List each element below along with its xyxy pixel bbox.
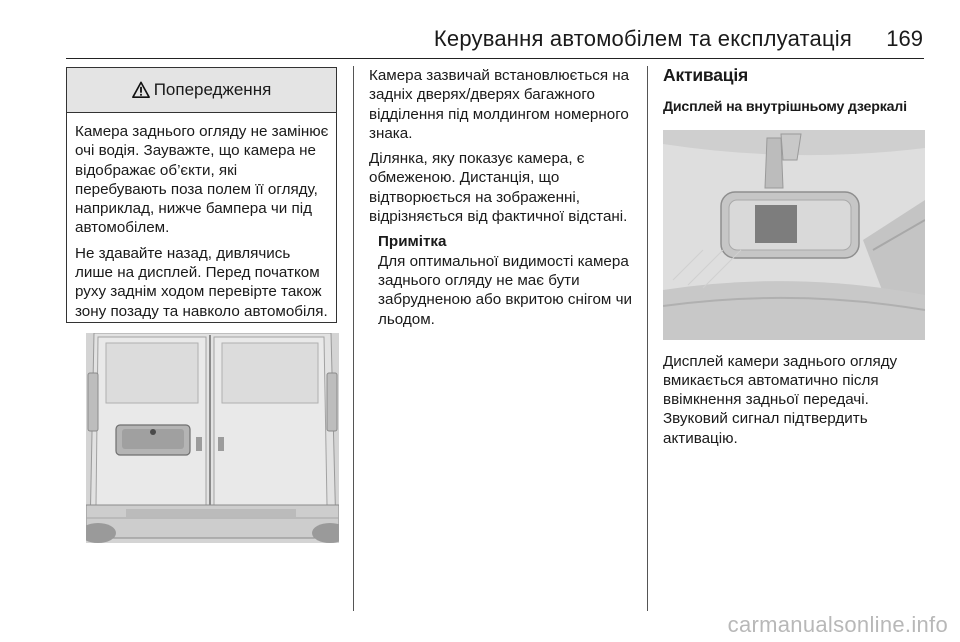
van-rear-camera-illustration [86, 333, 339, 543]
warning-body [67, 113, 336, 321]
warning-triangle-icon [132, 81, 150, 99]
warning-header [67, 68, 336, 113]
subsection-title: Дисплей на внутрішньому дзеркалі [663, 99, 907, 116]
paragraph: Ділянка, яку показує камера, є обмеженою. Дистанція, що відтворюється на зображенні, відрізняється від фактичної відстані. [369, 150, 628, 226]
note-title: Примітка [378, 233, 447, 251]
column-divider [647, 66, 648, 611]
warning-title: Попередження [153, 80, 272, 99]
mirror-display-illustration [663, 130, 925, 340]
warning-box [66, 67, 337, 323]
warning-paragraph: Камера заднього огляду не замінює очі водія. Зауважте, що камера не відображає об’єкти, які перебувають поза полем її огляду, наприклад, нижче бампера чи під автомобілем. [75, 123, 329, 237]
header-rule [66, 58, 924, 59]
watermark: carmanualsonline.info [727, 612, 948, 637]
section-title: Активація [663, 65, 749, 85]
paragraph: Дисплей камери заднього огляду вмикається автоматично після ввімкнення задньої передачі. Звуковий сигнал підтвердить активацію. [663, 352, 898, 447]
column-divider [353, 66, 354, 611]
middle-column [369, 66, 637, 329]
page-header-title: Керування автомобілем та експлуатація [433, 26, 852, 51]
note [369, 232, 637, 328]
paragraph: Камера зазвичай встановлюється на задніх дверях/дверях багажного відділення під молдингом номерного знака. [369, 67, 630, 142]
warning-paragraph: Не здавайте назад, дивлячись лише на дисплей. Перед початком руху заднім ходом перевірте також зону позаду та навколо автомобіля. [75, 244, 328, 320]
note-text: Для оптимальної видимості камера заднього огляду не має бути забрудненою або вкритою снігом чи льодом. [378, 252, 632, 328]
right-column [663, 66, 933, 448]
page-number: 169 [886, 26, 923, 51]
